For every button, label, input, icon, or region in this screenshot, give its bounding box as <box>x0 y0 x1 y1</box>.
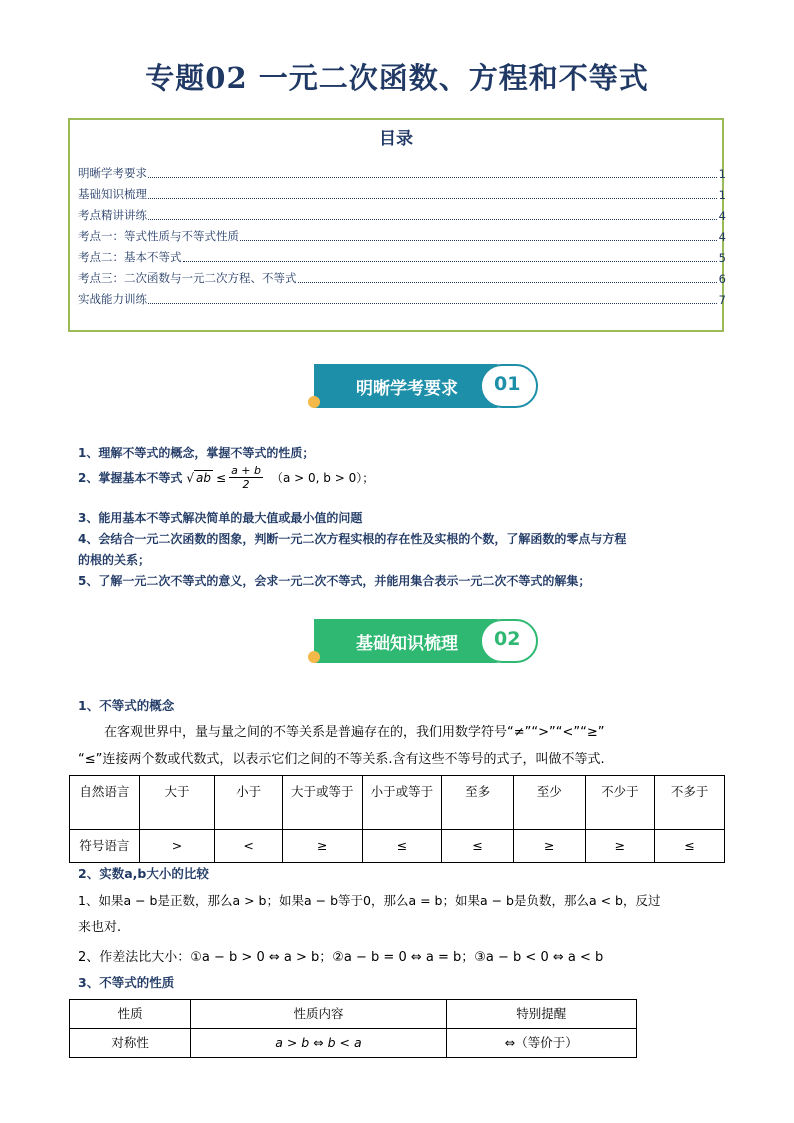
requirement-4: 4、会结合一元二次函数的图象，判断一元二次方程实根的存在性及实根的个数，了解函数的零点与方程 <box>78 532 627 546</box>
requirement-4-cont: 的根的关系； <box>78 553 151 567</box>
banner-dot-decoration <box>308 396 320 408</box>
table-row: 自然语言 大于 小于 大于或等于 小于或等于 至多 至少 不少于 不多于 <box>70 776 725 830</box>
requirement-5: 5、了解一元二次不等式的意义，会求一元二次不等式，并能用集合表示一元二次不等式的解集； <box>78 574 591 588</box>
banner-label: 基础知识梳理 <box>314 619 500 663</box>
toc-entry[interactable]: 考点精讲讲练 4 <box>78 208 726 223</box>
properties-table <box>69 999 637 1058</box>
toc-entry[interactable]: 实战能力训练 7 <box>78 292 726 307</box>
banner-number: 02 <box>494 628 521 650</box>
paragraph-line: 在客观世界中，量与量之间的不等关系是普遍存在的，我们用数学符号“≠”“>”“<”“≥” <box>104 725 605 740</box>
paragraph-line: 来也对. <box>78 920 122 935</box>
requirement-2: 2、掌握基本不等式 √ ab ≤ $\frac{a + b}{2}$ （a > 0, b > 0）； <box>78 464 375 491</box>
heading-concept: 1、不等式的概念 <box>78 698 175 713</box>
table-row: 对称性 a > b ⇔ b < a ⇔（等价于） <box>70 1029 637 1058</box>
banner-dot-decoration <box>308 651 320 663</box>
requirement-3: 3、能用基本不等式解决简单的最大值或最小值的问题 <box>78 511 363 525</box>
toc-heading: 目录 <box>379 129 413 149</box>
table-of-contents <box>68 118 724 332</box>
toc-entry[interactable]: 基础知识梳理 1 <box>78 187 726 202</box>
paragraph-line: 1、如果a − b是正数，那么a > b；如果a − b等于0，那么a = b；如果a − b是负数，那么a < b，反过 <box>78 893 661 908</box>
table-row: 符号语言 > < ≥ ≤ ≤ ≥ ≥ ≤ <box>70 830 725 863</box>
toc-entry[interactable]: 考点三：二次函数与一元二次方程、不等式 6 <box>78 271 726 286</box>
toc-entry[interactable]: 明晰学考要求 1 <box>78 166 726 181</box>
fraction: $\frac{a + b}{2}$ <box>231 464 261 491</box>
section-banner-basics <box>314 619 544 663</box>
paragraph-line: 2、作差法比大小：①a − b > 0 ⇔ a > b；②a − b = 0 ⇔ a = b；③a − b < 0 ⇔ a < b <box>78 950 604 965</box>
section-banner-requirements <box>314 364 544 408</box>
paragraph-line: “≤”连接两个数或代数式，以表示它们之间的不等关系.含有这些不等号的式子，叫做不等式. <box>78 752 605 767</box>
requirement-1: 1、理解不等式的概念，掌握不等式的性质； <box>78 446 315 460</box>
toc-entry[interactable]: 考点一：等式性质与不等式性质 4 <box>78 229 726 244</box>
heading-properties: 3、不等式的性质 <box>78 975 175 990</box>
banner-number: 01 <box>494 373 521 395</box>
page-title: 专题02 一元二次函数、方程和不等式 <box>145 61 649 95</box>
toc-entry[interactable]: 考点二：基本不等式 5 <box>78 250 726 265</box>
table-row: 性质 性质内容 特别提醒 <box>70 1000 637 1029</box>
banner-label: 明晰学考要求 <box>314 364 500 408</box>
language-table <box>69 775 725 863</box>
sqrt-term: ab <box>196 470 211 485</box>
heading-compare: 2、实数a,b大小的比较 <box>78 866 209 881</box>
